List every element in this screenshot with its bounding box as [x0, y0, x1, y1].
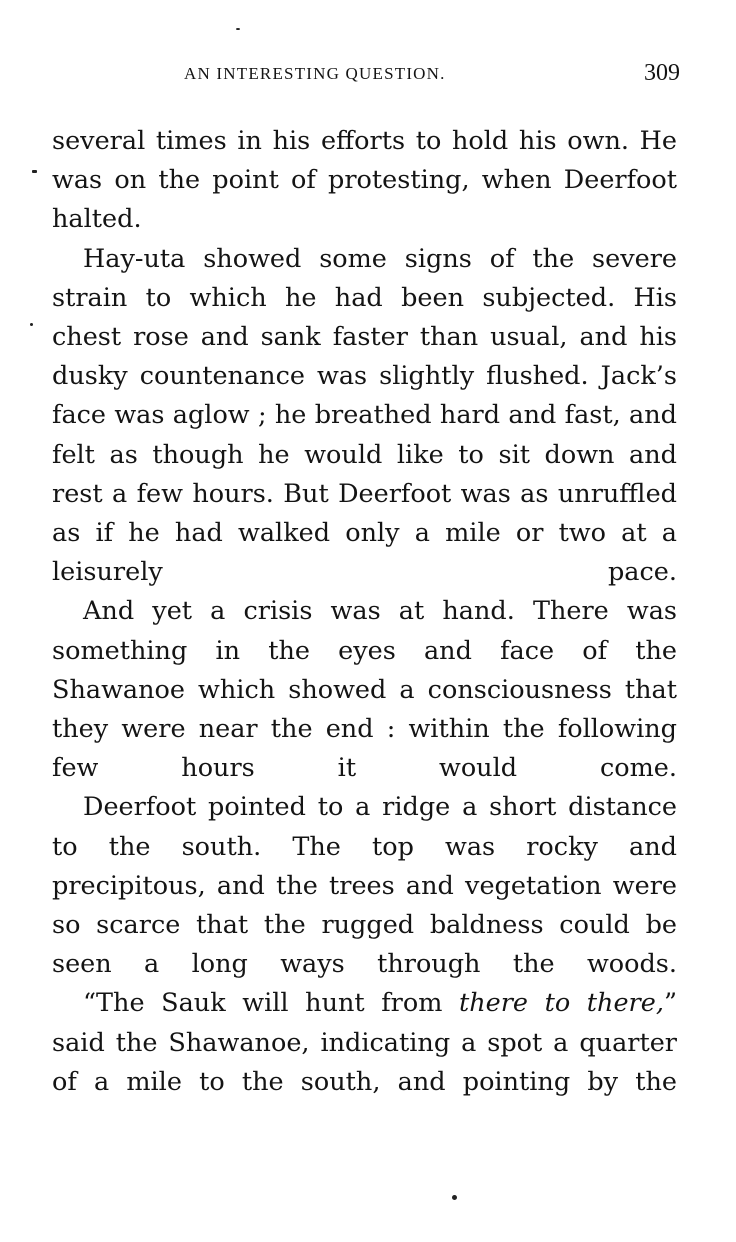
page-number: 309: [644, 60, 680, 86]
paragraph-5: [52, 984, 677, 1102]
paragraph-2: Hay-uta showed some signs of the severe strain to which he had been subjected. His chest rose and sank faster than usual, and his dusky countenance was slightly flushed. Jack’s face was aglow ; he breathed hard and fast, and felt as though he would like to sit down and rest a few hours. But Deerfoot was as unruffled as if he had walked only a mile or two at a leisurely pace.: [52, 243, 677, 588]
paragraph-1: several times in his efforts to hold his own. He was on the point of protesting, when Deerfoot halted.: [52, 126, 677, 235]
page-body: [52, 122, 677, 1102]
paragraph-5-italic: there to there,: [458, 988, 664, 1019]
paragraph-4: Deerfoot pointed to a ridge a short distance to the south. The top was rocky and precipitous, and the trees and vegetation were so scarce that the rugged baldness could be seen a long ways through the woods.: [52, 792, 677, 980]
running-head: [52, 60, 680, 90]
paragraph-5-close: ” said the Shawanoe, indicating a spot a quarter of a mile to the south, and pointing by the: [52, 988, 677, 1097]
print-speck: [32, 170, 37, 173]
print-speck: [30, 323, 33, 326]
paragraph-3: And yet a crisis was at hand. There was something in the eyes and face of the Shawanoe which showed a consciousness that they were near the end : within the following few hours it would come.: [52, 596, 677, 784]
running-title: AN INTERESTING QUESTION.: [184, 64, 446, 83]
print-speck: [452, 1195, 457, 1200]
print-speck: [236, 28, 240, 30]
paragraph-5-open: “The Sauk will hunt from: [83, 988, 459, 1019]
